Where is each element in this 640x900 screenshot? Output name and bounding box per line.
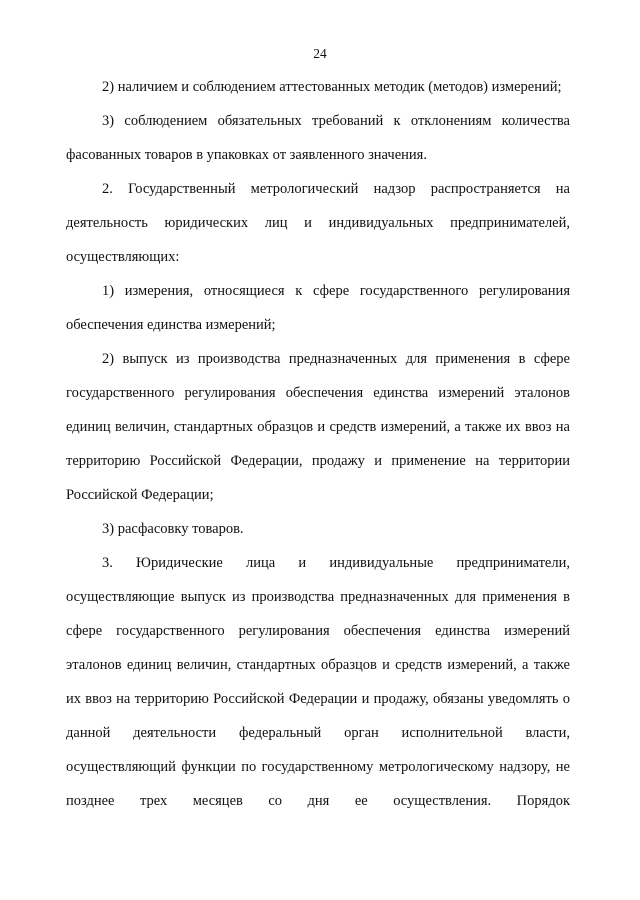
paragraph-item-2-methods: 2) наличием и соблюдением аттестованных методик (методов) измерений; bbox=[102, 79, 562, 95]
page-number: 24 bbox=[313, 46, 327, 61]
paragraph-clause-3-notification: 3. Юридические лица и индивидуальные предприниматели, осуществляющие выпуск из производства предназначенных для применения в сфере государственного регулирования обеспечения единства измерений эталонов единиц величин, стандартных образцов и средств измерений, а также их ввоз на территорию Российской Федерации и продажу, обязаны уведомлять о данной деятельности федеральный орган исполнительной власти, осуществляющий функции по государственному метрологическому надзору, не позднее трех месяцев со дня ее осуществления. Порядок bbox=[66, 555, 570, 809]
paragraph-item-3-packaged-goods: 3) соблюдением обязательных требований к отклонениям количества фасованных товаров в упаковках от заявленного значения. bbox=[66, 113, 570, 163]
paragraph-item-1-measurements: 1) измерения, относящиеся к сфере государственного регулирования обеспечения единства измерений; bbox=[66, 283, 570, 333]
paragraph-item-2-production-import: 2) выпуск из производства предназначенных для применения в сфере государственного регулирования обеспечения единства измерений эталонов единиц величин, стандартных образцов и средств измерений, а также их ввоз на территорию Российской Федерации, продажу и применение на территории Российской Федерации; bbox=[66, 351, 570, 503]
paragraph-item-3-packing: 3) расфасовку товаров. bbox=[102, 521, 244, 537]
paragraph-clause-2-supervision-scope: 2. Государственный метрологический надзор распространяется на деятельность юридических лиц и индивидуальных предпринимателей, осуществляющих: bbox=[66, 181, 570, 265]
document-body bbox=[66, 70, 570, 818]
